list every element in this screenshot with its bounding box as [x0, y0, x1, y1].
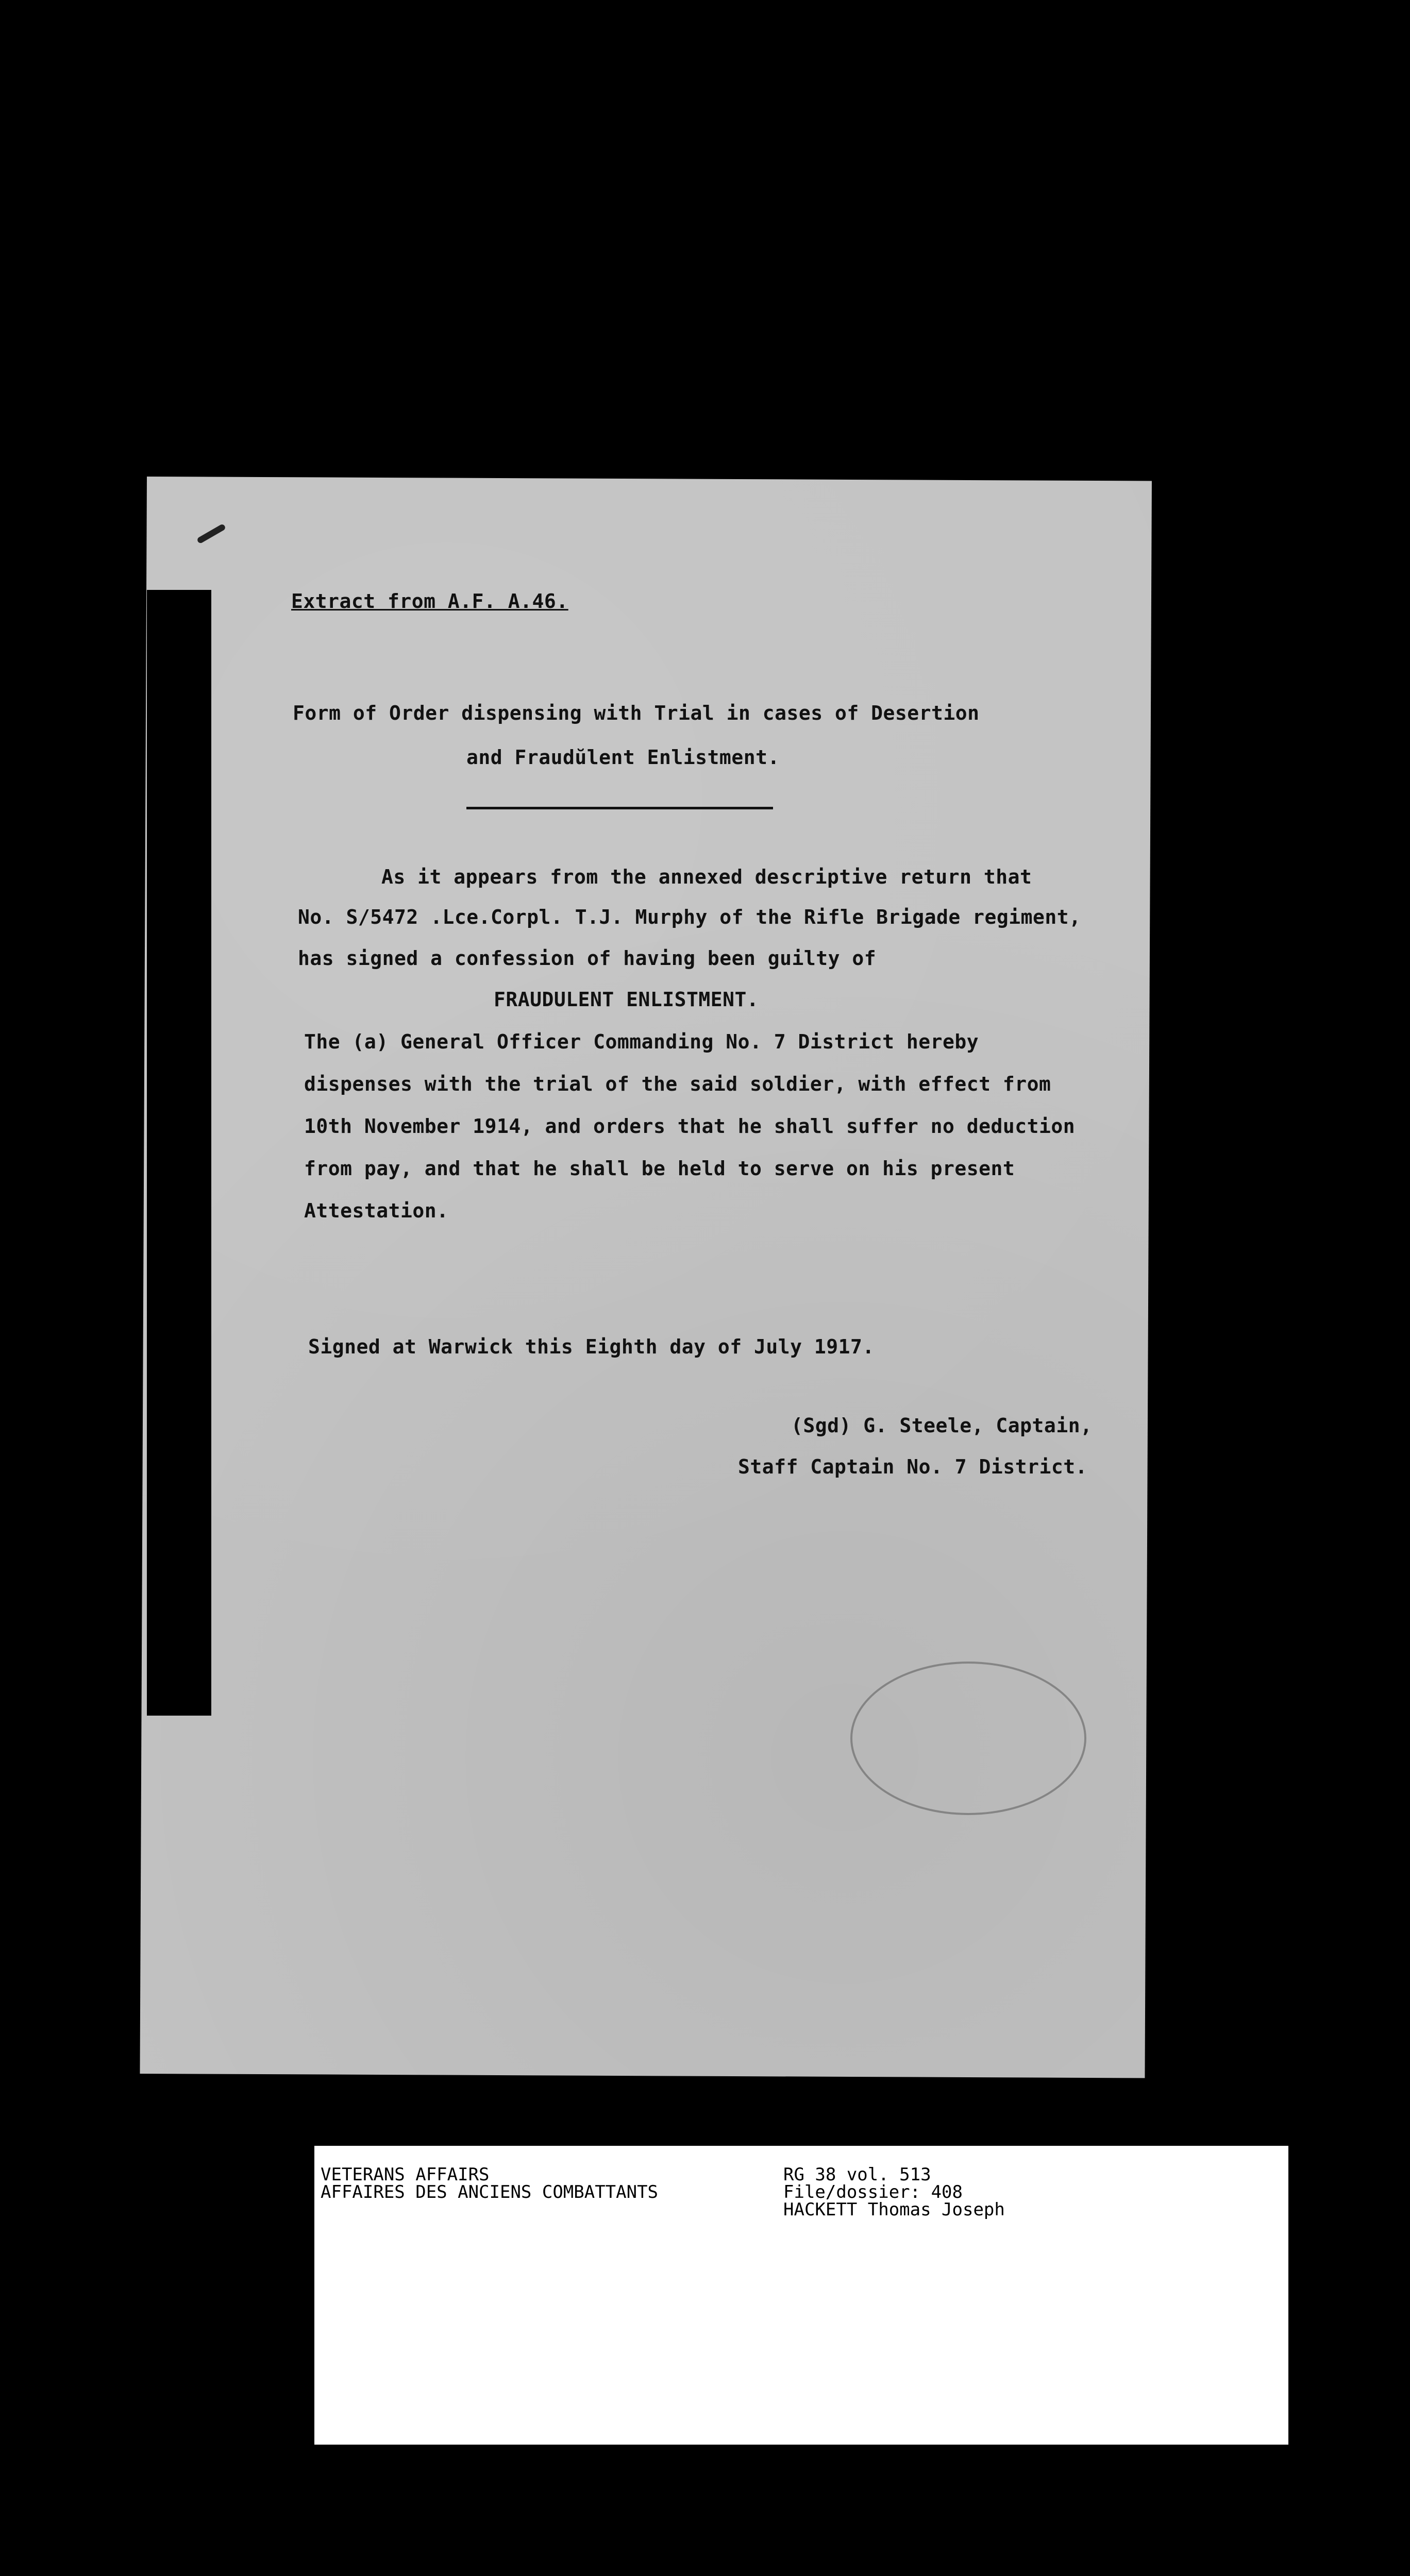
- title-rule: [466, 807, 773, 809]
- extract-heading: Extract from A.F. A.46.: [291, 590, 568, 613]
- body-line-5: The (a) General Officer Commanding No. 7 District hereby: [304, 1030, 979, 1053]
- signature-line-2: Staff Captain No. 7 District.: [738, 1455, 1087, 1478]
- label-org-fr: AFFAIRES DES ANCIENS COMBATTANTS: [321, 2182, 659, 2202]
- sheet-notch: [147, 590, 211, 1716]
- label-org-en: VETERANS AFFAIRS: [321, 2164, 490, 2185]
- label-file-dossier: File/dossier: 408: [783, 2182, 963, 2202]
- signature-line-1: (Sgd) G. Steele, Captain,: [791, 1414, 1093, 1437]
- form-title-line-1: Form of Order dispensing with Trial in cases of Desertion: [293, 702, 980, 724]
- body-line-6: dispenses with the trial of the said soldier, with effect from: [304, 1073, 1051, 1095]
- body-line-8: from pay, and that he shall be held to serve on his present: [304, 1157, 1015, 1180]
- form-title-line-2: and Fraudŭlent Enlistment.: [466, 746, 780, 769]
- label-rg-volume: RG 38 vol. 513: [783, 2164, 931, 2185]
- body-line-9: Attestation.: [304, 1199, 449, 1222]
- signed-at-line: Signed at Warwick this Eighth day of July 1917.: [308, 1335, 875, 1358]
- body-line-1: As it appears from the annexed descriptive return that: [381, 866, 1032, 888]
- label-person-name: HACKETT Thomas Joseph: [783, 2199, 1005, 2220]
- body-line-2: No. S/5472 .Lce.Corpl. T.J. Murphy of the Rifle Brigade regiment,: [298, 906, 1081, 928]
- body-line-4: FRAUDULENT ENLISTMENT.: [494, 988, 759, 1011]
- archive-label: [314, 2146, 1288, 2445]
- body-line-3: has signed a confession of having been guilty of: [298, 947, 877, 970]
- oval-stamp: [850, 1662, 1086, 1815]
- body-line-7: 10th November 1914, and orders that he shall suffer no deduction: [304, 1115, 1076, 1138]
